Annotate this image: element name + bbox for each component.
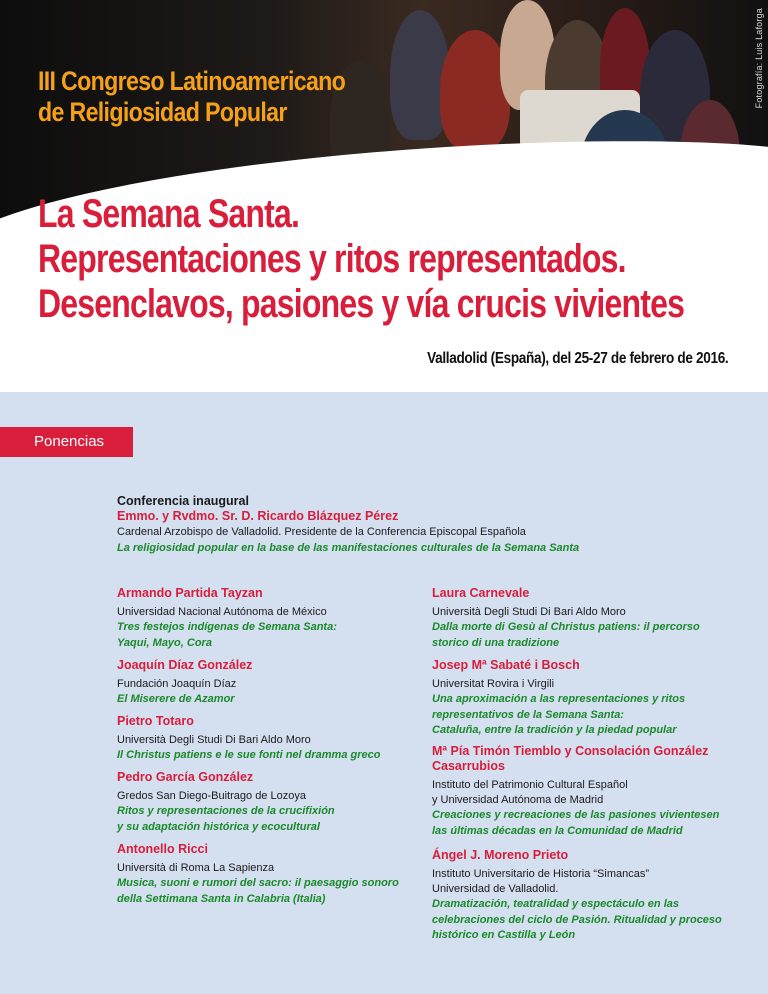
talk-title: Una aproximación a las representaciones y ritos (432, 693, 686, 705)
talk-title: histórico en Castilla y León (432, 929, 576, 941)
speaker-entry (117, 658, 417, 708)
speaker-affiliation: Universidad de Valladolid. (432, 883, 559, 895)
opening-lecture (117, 494, 737, 557)
title-line-3: Desenclavos, pasiones y vía crucis vivientes (38, 282, 685, 326)
talk-title: Ritos y representaciones de la crucifixión (117, 805, 335, 817)
speaker-name: Casarrubios (432, 759, 505, 773)
speaker-affiliation: Instituto Universitario de Historia “Simancas” (432, 868, 650, 880)
speaker-affiliation: Fundación Joaquín Díaz (117, 678, 237, 690)
talk-title: Creaciones y recreaciones de las pasiones vivientesen (432, 809, 720, 821)
speaker-entry (117, 714, 417, 764)
speaker-name: Antonello Ricci (117, 842, 208, 856)
title-line-1: La Semana Santa. (38, 192, 300, 236)
talk-title: las últimas décadas en la Comunidad de Madrid (432, 824, 683, 837)
speaker-affiliation: Instituto del Patrimonio Cultural Español (432, 779, 628, 791)
speaker-entry (432, 744, 732, 839)
talk-title: Tres festejos indígenas de Semana Santa: (117, 621, 337, 633)
speaker-name: Pedro García González (117, 770, 254, 784)
talk-title: celebraciones del ciclo de Pasión. Ritualidad y proceso (432, 913, 722, 926)
speaker-name: Joaquín Díaz González (117, 658, 253, 672)
speaker-entry (432, 658, 732, 739)
opening-label: Conferencia inaugural (117, 494, 249, 508)
talk-title: Cataluña, entre la tradición y la piedad popular (432, 724, 677, 736)
congress-line-2: de Religiosidad Popular (38, 97, 287, 127)
speaker-affiliation: Università Degli Studi Di Bari Aldo Moro (117, 734, 311, 746)
talk-title: El Miserere de Azamor (117, 693, 235, 705)
talk-title: representativos de la Semana Santa: (432, 708, 624, 721)
title-line-2: Representaciones y ritos representados. (38, 237, 626, 281)
speaker-affiliation: Università di Roma La Sapienza (117, 862, 275, 874)
main-title (38, 192, 684, 327)
talk-title: Yaqui, Mayo, Cora (117, 636, 212, 649)
talk-title: Musica, suoni e rumori del sacro: il paesaggio sonoro (117, 877, 399, 889)
congress-title (38, 66, 345, 128)
section-tag: Ponencias (0, 427, 133, 457)
speaker-entry (117, 586, 417, 651)
opening-speaker: Emmo. y Rvdmo. Sr. D. Ricardo Blázquez Pérez (117, 509, 399, 523)
speaker-name: Armando Partida Tayzan (117, 586, 263, 600)
talk-title: y su adaptación histórica y ecocultural (117, 820, 320, 833)
speaker-affiliation: Universidad Nacional Autónoma de México (117, 606, 327, 618)
speaker-entry (432, 586, 732, 651)
venue-dates: Valladolid (España), del 25-27 de febrero de 2016. (426, 350, 728, 367)
talk-title: Il Christus patiens e le sue fonti nel dramma greco (117, 749, 381, 761)
talk-title: della Settimana Santa in Calabria (Italia) (117, 892, 326, 905)
talk-title: Dramatización, teatralidad y espectáculo en las (432, 898, 679, 910)
speaker-name: Mª Pía Timón Tiemblo y Consolación González (432, 744, 709, 758)
talk-title: storico di una tradizione (432, 636, 560, 649)
speaker-affiliation: Gredos San Diego-Buitrago de Lozoya (117, 790, 306, 802)
speaker-affiliation: Universitat Rovira i Virgili (432, 678, 555, 690)
opening-affiliation: Cardenal Arzobispo de Valladolid. Presidente de la Conferencia Episcopal Española (117, 526, 526, 538)
speaker-entry (432, 848, 732, 944)
speaker-name: Laura Carnevale (432, 586, 530, 600)
opening-talk: La religiosidad popular en la base de las manifestaciones culturales de la Semana Santa (117, 542, 580, 554)
speaker-name: Pietro Totaro (117, 714, 194, 728)
congress-line-1: III Congreso Latinoamericano (38, 66, 346, 96)
speaker-name: Ángel J. Moreno Prieto (432, 848, 569, 862)
photo-credit: Fotografía: Luis Laforga (754, 8, 764, 109)
speaker-affiliation: Università Degli Studi Di Bari Aldo Moro (432, 606, 626, 618)
talk-title: Dalla morte di Gesù al Christus patiens: il percorso (432, 621, 700, 633)
speaker-entry (117, 842, 417, 907)
speaker-name: Josep Mª Sabaté i Bosch (432, 658, 580, 672)
speaker-entry (117, 770, 417, 835)
speaker-affiliation: y Universidad Autónoma de Madrid (432, 794, 604, 806)
